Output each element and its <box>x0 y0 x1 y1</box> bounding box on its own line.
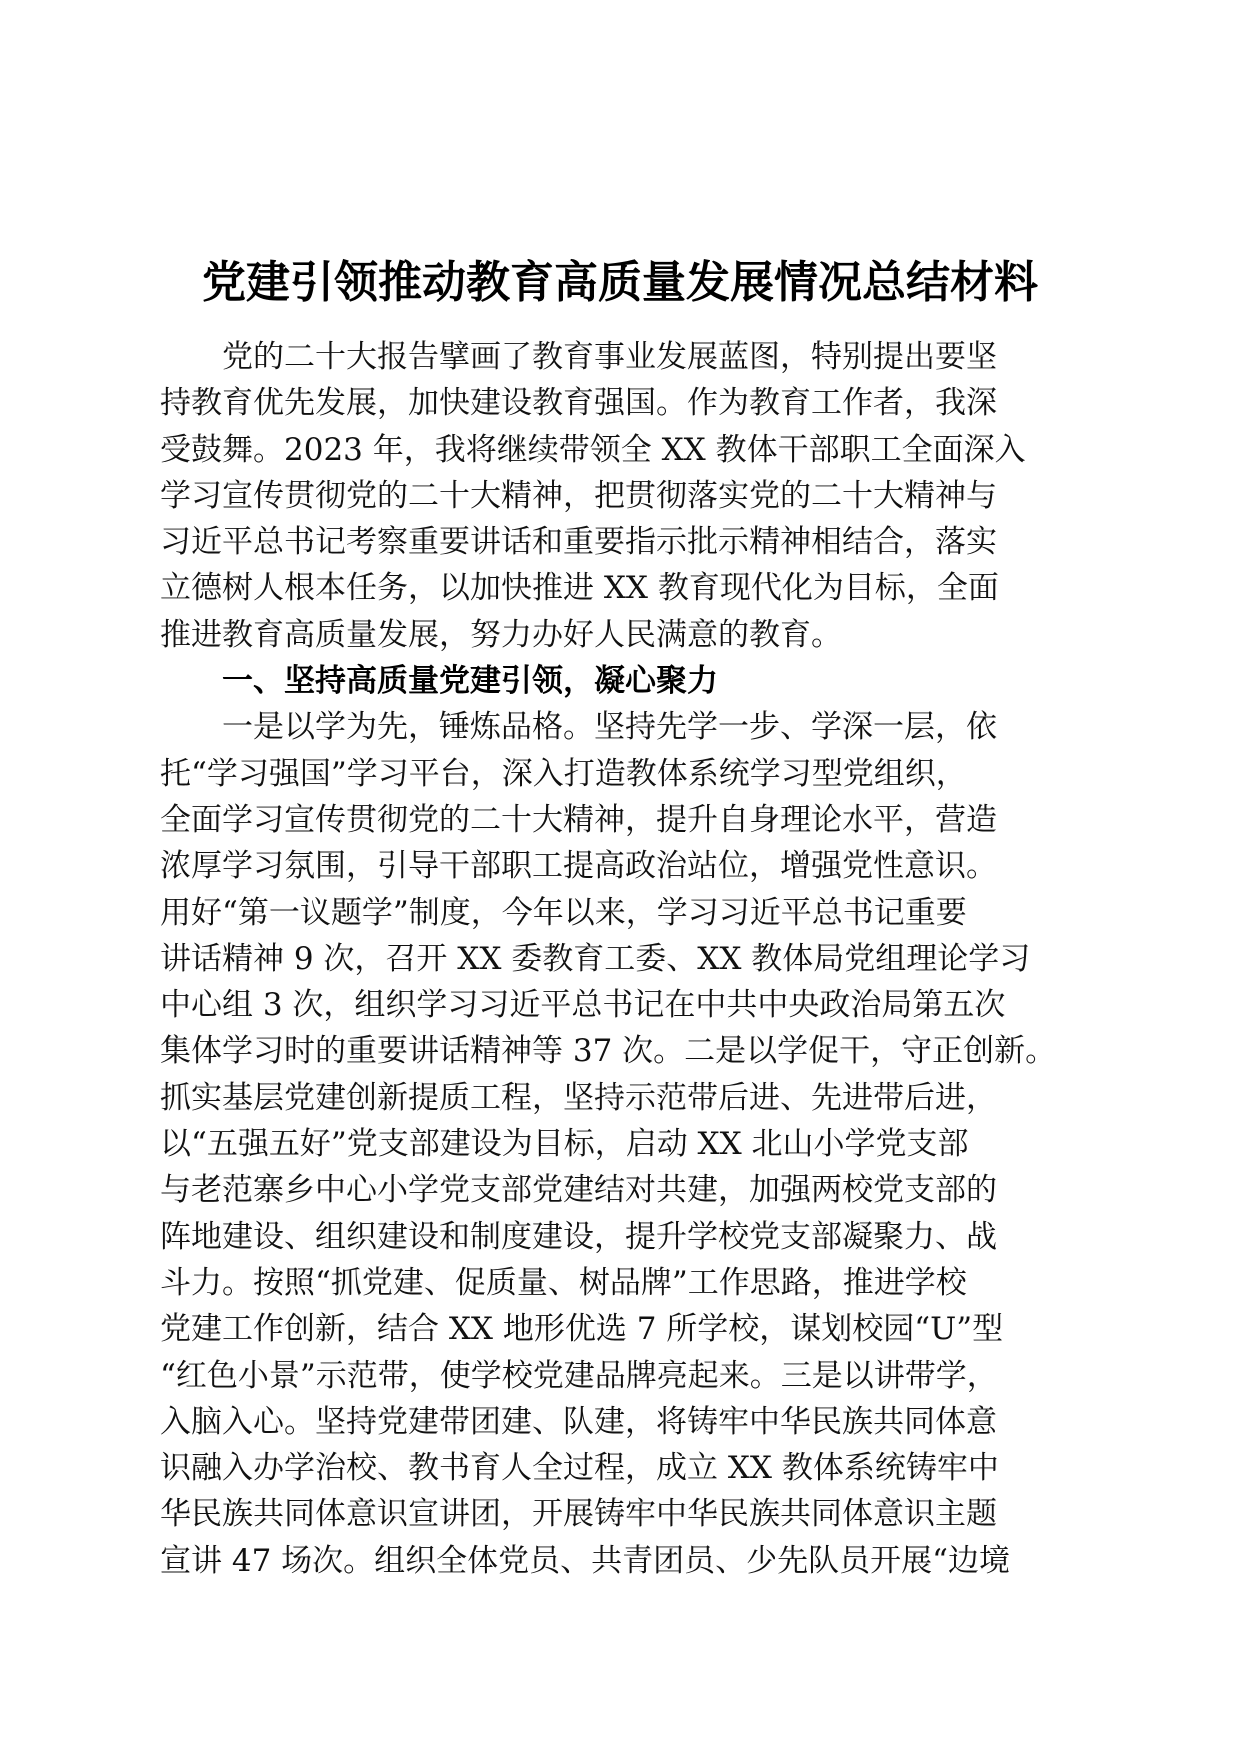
paragraph-line: 学习宣传贯彻党的二十大精神，把贯彻落实党的二十大精神与 <box>160 477 997 514</box>
paragraph-line: 以“五强五好”党支部建设为目标，启动 XX 北山小学党支部 <box>160 1126 969 1163</box>
paragraph-line: 受鼓舞。2023 年，我将继续带领全 XX 教体干部职工全面深入 <box>160 431 1026 468</box>
paragraph-line: 与老范寨乡中心小学党支部党建结对共建，加强两校党支部的 <box>160 1172 997 1209</box>
paragraph-line: 持教育优先发展，加快建设教育强国。作为教育工作者，我深 <box>160 385 997 422</box>
paragraph-line: 党的二十大报告擘画了教育事业发展蓝图，特别提出要坚 <box>222 339 997 375</box>
paragraph-line: 全面学习宣传贯彻党的二十大精神，提升自身理论水平，营造 <box>160 801 997 838</box>
paragraph-line: 一是以学为先，锤炼品格。坚持先学一步、学深一层，依 <box>222 709 997 746</box>
paragraph-line: 讲话精神 9 次，召开 XX 委教育工委、XX 教体局党组理论学习 <box>160 940 1031 977</box>
paragraph-line: 阵地建设、组织建设和制度建设，提升学校党支部凝聚力、战 <box>160 1218 997 1255</box>
paragraph-line: 党建工作创新，结合 XX 地形优选 7 所学校，谋划校园“U”型 <box>160 1311 1004 1348</box>
document-title: 党建引领推动教育高质量发展情况总结材料 <box>202 257 1038 308</box>
paragraph-line: 集体学习时的重要讲话精神等 37 次。二是以学促干，守正创新。 <box>160 1033 1057 1070</box>
paragraph-line: 识融入办学治校、教书育人全过程，成立 XX 教体系统铸牢中 <box>160 1450 999 1487</box>
paragraph-line: 浓厚学习氛围，引导干部职工提高政治站位，增强党性意识。 <box>160 848 997 885</box>
paragraph-line: 华民族共同体意识宣讲团，开展铸牢中华民族共同体意识主题 <box>160 1496 997 1533</box>
paragraph-line: 抓实基层党建创新提质工程，坚持示范带后进、先进带后进， <box>160 1079 997 1116</box>
document-body <box>160 334 1080 1584</box>
paragraph-line: 托“学习强国”学习平台，深入打造教体系统学习型党组织， <box>160 755 967 792</box>
paragraph-line: 习近平总书记考察重要讲话和重要指示批示精神相结合，落实 <box>160 524 997 561</box>
paragraph-line: 斗力。按照“抓党建、促质量、树品牌”工作思路，推进学校 <box>160 1264 967 1301</box>
paragraph-line: 入脑入心。坚持党建带团建、队建，将铸牢中华民族共同体意 <box>160 1403 997 1440</box>
section-heading: 一、坚持高质量党建引领，凝心聚力 <box>222 663 718 700</box>
paragraph-line: 中心组 3 次，组织学习习近平总书记在中共中央政治局第五次 <box>160 987 1006 1024</box>
paragraph-line: 推进教育高质量发展，努力办好人民满意的教育。 <box>160 616 842 653</box>
paragraph-line: 立德树人根本任务，以加快推进 XX 教育现代化为目标，全面 <box>160 570 999 607</box>
paragraph-line: 用好“第一议题学”制度，今年以来，学习习近平总书记重要 <box>160 894 967 931</box>
paragraph-line: “红色小景”示范带，使学校党建品牌亮起来。三是以讲带学， <box>160 1357 998 1394</box>
paragraph-line: 宣讲 47 场次。组织全体党员、共青团员、少先队员开展“边境 <box>160 1542 1010 1579</box>
